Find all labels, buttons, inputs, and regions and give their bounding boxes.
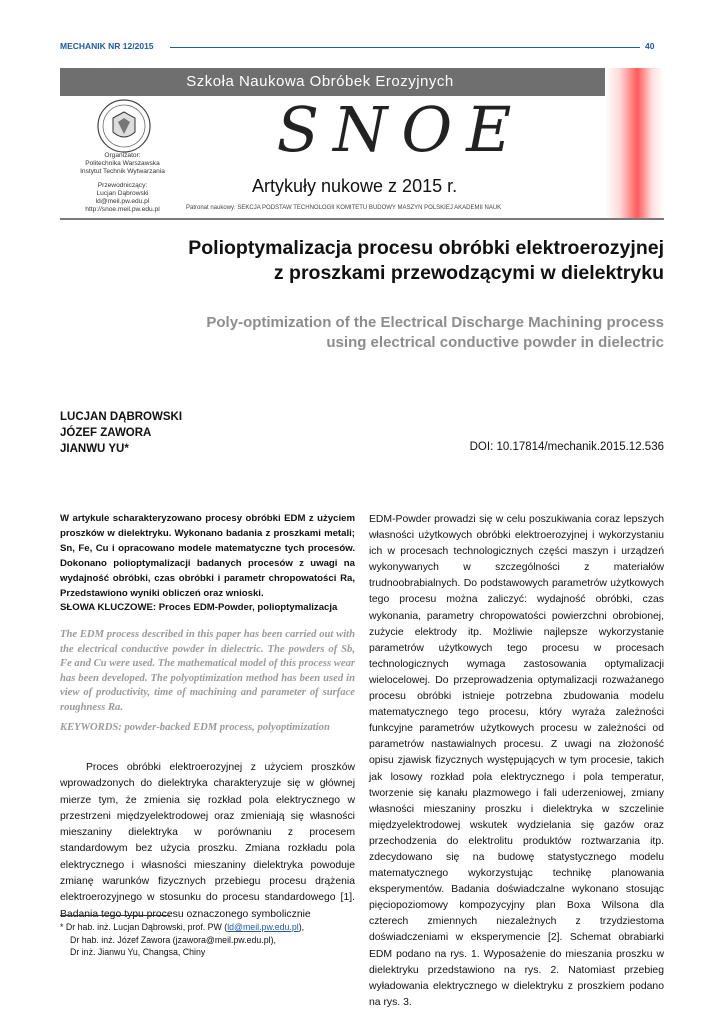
org-website[interactable]: http://snoe.meil.pw.edu.pl xyxy=(85,206,160,213)
org-line: Instytut Technik Wytwarzania xyxy=(80,168,165,175)
body-text-right xyxy=(369,512,664,1011)
paragraph: Proces obróbki elektroerozyjnej z użyciem proszków wprowadzonych do dielektryka charakteryzuje się w głównej mierze tym, że zmienia się rozkład pola elektrycznego w przestrzeni międzyelektrodowej oraz zmieniają się własności mieszaniny dielektryka w porównaniu z procesem standardowym bez użycia proszku. Zmiana rozkładu pola elektrycznego i własności mieszaniny dielektryka powoduje zmianę warunków fizycznych przebiegu procesu drążenia elektroerozyjnego w stosunku do procesu standardowego [1]. Badania tego typu procesu oznaczonego symbolicznie xyxy=(60,762,355,920)
lightning-flash-graphic xyxy=(605,68,664,218)
author: LUCJAN DĄBROWSKI xyxy=(60,411,183,423)
title-pl-line: Polioptymalizacja procesu obróbki elektroerozyjnej xyxy=(188,237,664,259)
author: JÓZEF ZAWORA xyxy=(60,427,152,439)
patronage-line: Patronat naukowy: SEKCJA PODSTAW TECHNOLOGII KOMITETU BUDOWY MASZYN POLSKIEJ AKADEMII NAUK xyxy=(186,205,502,211)
journal-issue: MECHANIK NR 12/2015 xyxy=(60,41,154,51)
footnote-line: Dr inż. Jianwu Yu, Changsa, Chiny xyxy=(70,947,206,957)
article-title-pl xyxy=(150,236,664,286)
keywords-pl: SŁOWA KLUCZOWE: Proces EDM-Powder, polioptymalizacja xyxy=(60,602,338,613)
banner-divider xyxy=(60,218,664,220)
abstract-en: The EDM process described in this paper has been carried out with the electrical conductive powder in dielectric. The powders of Sb, Fe and Cu were used. The mathematical model of this process wear has been developed. The polyoptimization method has been used in view of productivity, time of machining and parameter of surface roughness Ra. xyxy=(60,629,355,713)
footnote-text: ), xyxy=(298,922,305,932)
abstract-pl: W artykule scharakteryzowano procesy obróbki EDM z użyciem proszków w dielektryku. Wykonano badania z proszkami metali; Sn, Fe, Cu i opracowano modele matematyczne tych procesów. Dokonano polioptymalizacji badanych procesów z uwagi na wydajność obróbki, czas obróbki i parametr chropowatości Ra, Przedstawiono wyniki obliczeń oraz wnioski. xyxy=(60,513,355,599)
author-list xyxy=(60,409,182,457)
body-text-left xyxy=(60,760,355,923)
footnote-line xyxy=(60,921,355,934)
title-en-line: Poly-optimization of the Electrical Discharge Machining process xyxy=(206,314,664,331)
author: JIANWU YU* xyxy=(60,443,129,455)
school-name: Szkoła Naukowa Obróbek Erozyjnych xyxy=(186,73,454,90)
snoe-logo: SNOE xyxy=(276,93,526,166)
org-line: Politechnika Warszawska xyxy=(85,160,160,167)
footnote-rule xyxy=(60,915,170,916)
paragraph: EDM-Powder prowadzi się w celu poszukiwania coraz lepszych własności użytkowych obróbki elektroerozyjnej i wykorzystaniu ich w procesach technologicznych części maszyn i urządzeń wykonywanych w szczególności z materiałów trudnoobrabialnych. Do podstawowych parametrów użytkowych tego procesu można zaliczyć: wydajność obróbki, czas wykonania, parametry chropowatości powierzchni obrobionej, zużycie elektrody itp. Możliwie najlepsze wykorzystanie parametrów użytkowych tego procesu w procesach technologicznych wymaga zastosowania optymalizacji wielocelowej. Do przeprowadzenia optymalizacji rozważanego procesu obróbki istnieje potrzebna zbudowania modelu matematycznego tego procesu, który wyraża zależności funkcyjne parametrów użytkowych procesu w zależności od parametrów nastawialnych procesu. Z uwagi na złożoność opisu zjawisk fizycznych występujących w tym procesie, takich jak losowy rozkład pola elektrycznego i pola temperatur, tworzenie się kanału plazmowego i fali uderzeniowej, zmiany własności mieszaniny proszku i dielektryka w szczelinie międzyelektrodowej wskutek wydzielania się gazów oraz przechodzenia do elektrolitu produktów roztwarzania itp. zdecydowano się na budowę statystycznego modelu matematycznego wykorzystując technikę planowania eksperymentów. Badania doświadczalne wykonano stosując pięciopoziomowy kompozycyjny plan Boxa Wilsona dla czterech zmiennych niezależnych z trzydziestoma doświadczeniami w eksperymencie [2]. Schemat obrabiarki EDM podano na rys. 1. Wyposażenie do mieszania proszku w dielektryku przedstawiono na rys. 2. Natomiast przebieg wyładowania elektrycznego w dielektryku z proszkiem podano na rys. 3. xyxy=(369,514,664,1008)
title-pl-line: z proszkami przewodzącymi w dielektryku xyxy=(273,262,664,284)
footnote xyxy=(60,921,355,959)
email-link[interactable]: ld@meil.pw.edu.pl xyxy=(227,922,299,932)
footnote-line: Dr hab. inż. Józef Zawora (jzawora@meil.pw.edu.pl), xyxy=(70,934,276,945)
banner-subtitle: Artykuły nukowe z 2015 r. xyxy=(252,176,458,196)
header-rule xyxy=(170,47,640,48)
org-email[interactable]: ld@meil.pw.edu.pl xyxy=(95,198,150,205)
org-line: Przewodniczący: xyxy=(97,182,148,189)
keywords-en: KEYWORDS: powder-backed EDM process, polyoptimization xyxy=(60,722,330,733)
university-seal-icon xyxy=(96,98,152,154)
organizer-info xyxy=(60,152,185,214)
page-number: 40 xyxy=(645,41,655,51)
title-en-line: using electrical conductive powder in dielectric xyxy=(326,334,664,351)
snoe-banner xyxy=(60,68,664,218)
article-title-en xyxy=(150,313,664,353)
doi[interactable]: DOI: 10.17814/mechanik.2015.12.536 xyxy=(469,441,664,453)
org-line: Organizator: xyxy=(104,152,141,159)
footnote-text: * Dr hab. inż. Lucjan Dąbrowski, prof. PW ( xyxy=(60,922,228,932)
org-line: Lucjan Dąbrowski xyxy=(96,190,149,197)
